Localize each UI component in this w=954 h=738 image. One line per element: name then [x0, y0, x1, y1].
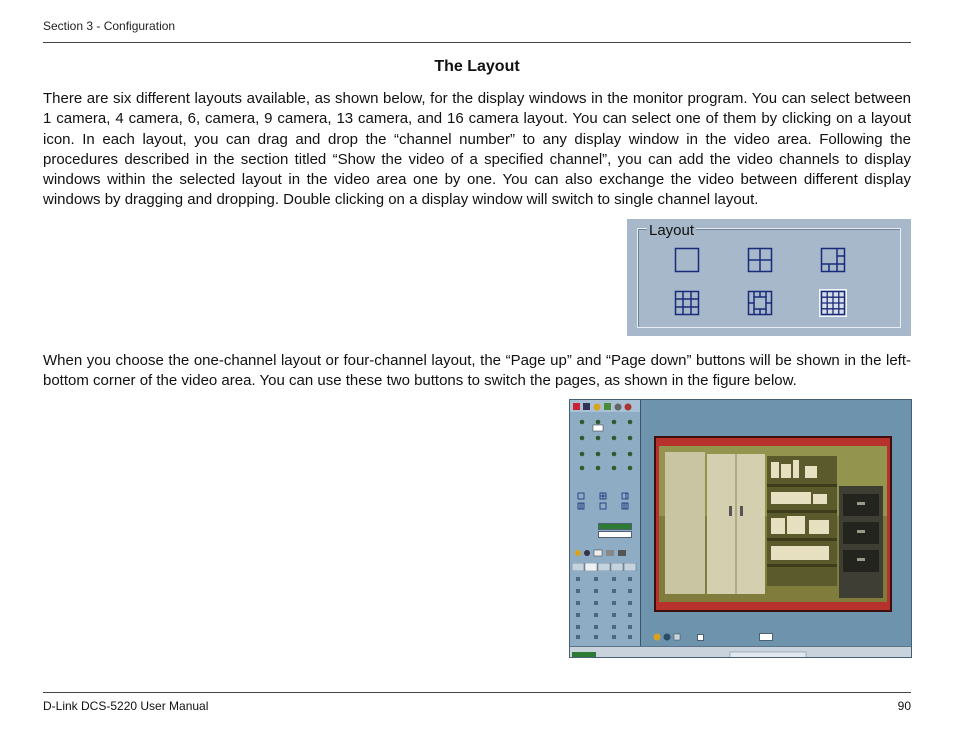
screenshot-tabs	[572, 563, 638, 571]
layout-6-icon[interactable]	[820, 247, 846, 273]
screenshot-channel-list	[574, 575, 636, 645]
layout-16-icon[interactable]	[820, 290, 846, 316]
screenshot-video-window	[654, 436, 892, 612]
layout-panel-figure	[627, 219, 911, 336]
screenshot-field	[598, 531, 632, 538]
screenshot-video-area	[642, 400, 911, 648]
page-title: The Layout	[434, 58, 520, 75]
section-header: Section 3 - Configuration	[43, 19, 176, 33]
screenshot-spin	[759, 633, 773, 641]
screenshot-status-bar	[570, 646, 911, 657]
screenshot-layout-icons	[576, 492, 636, 512]
monitor-program-screenshot	[569, 399, 912, 658]
paging-paragraph: When you choose the one-channel layout or four-channel layout, the “Page up” and “Page down” buttons will be shown in the left-bottom corner of the video area. You can use these two buttons to switch the pages, as shown in the figure below.	[43, 352, 911, 390]
footer-rule	[43, 692, 911, 693]
screenshot-checkbox	[697, 634, 704, 641]
layout-13-icon[interactable]	[747, 290, 773, 316]
footer-manual-name: D-Link DCS-5220 User Manual	[43, 699, 209, 713]
intro-paragraph: There are six different layouts available, as shown below, for the display windows in the monitor program. You can select between 1 camera, 4 camera, 6, camera, 9 camera, 13 camera, and 16 camera layout. You can select one of them by clicking on a layout icon. In each layout, you can drag and drop the “channel number” to any display window in the video area. Following the procedures described in the section titled “Show the video of a specified channel”, you can add the video channels to display windows within the selected layout in the video area one by one. You can also exchange the video between different display windows by dragging and dropping. Double clicking on a display window will switch to single channel layout.	[43, 90, 911, 209]
screenshot-channel-grid	[576, 416, 636, 472]
layout-group-label: Layout	[649, 222, 695, 239]
screenshot-camera-image	[659, 446, 887, 602]
layout-1-icon[interactable]	[674, 247, 700, 273]
screenshot-control-icons	[574, 548, 636, 558]
screenshot-progress	[598, 523, 632, 530]
footer-page-number: 90	[897, 699, 911, 713]
screenshot-side-panel	[570, 400, 641, 648]
layout-9-icon[interactable]	[674, 290, 700, 316]
header-rule	[43, 42, 911, 43]
layout-4-icon[interactable]	[747, 247, 773, 273]
screenshot-toolbar	[570, 400, 640, 412]
screenshot-page-buttons	[652, 632, 682, 642]
